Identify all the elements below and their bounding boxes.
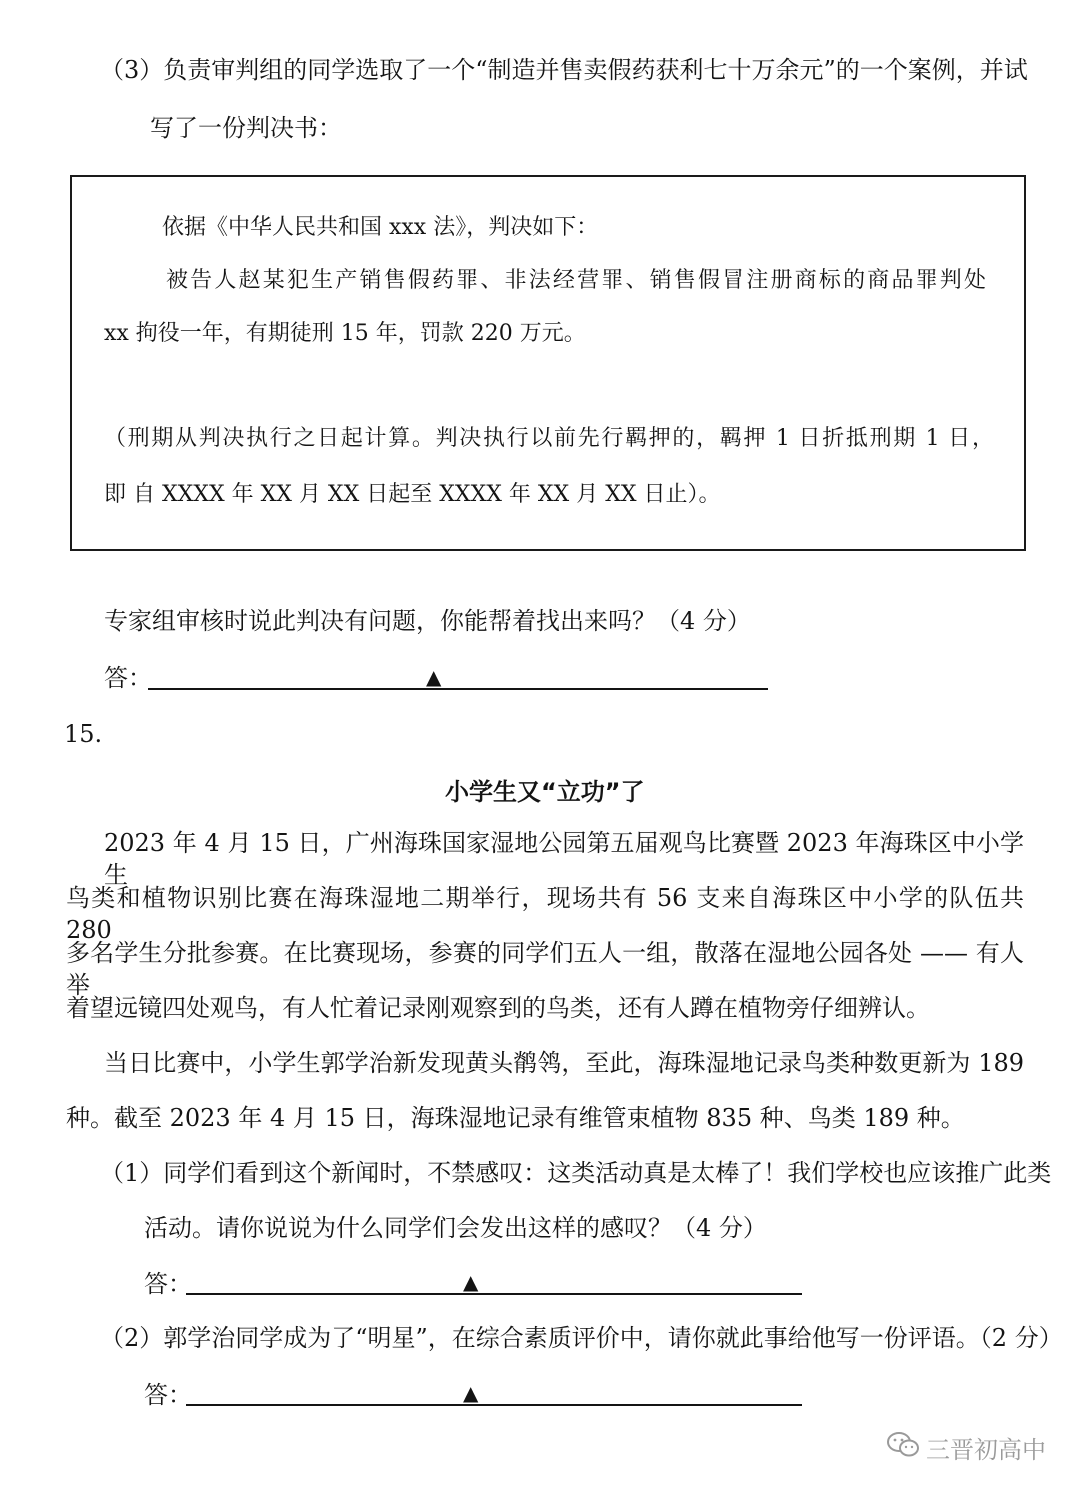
watermark	[886, 1430, 1046, 1465]
paragraph-line: 鸟类和植物识别比赛在海珠湿地二期举行，现场共有 56 支来自海珠区中小学的队伍共 280	[66, 884, 1024, 944]
question-number: 15.	[64, 720, 103, 748]
paragraph-line: 多名学生分批参赛。在比赛现场，参赛的同学们五人一组，散落在湿地公园各处 —— 有人举	[66, 939, 1024, 999]
verdict-line1: 被告人赵某犯生产销售假药罪、非法经营罪、销售假冒注册商标的商品罪判处	[166, 268, 986, 293]
watermark-text: 三晋初高中	[926, 1436, 1046, 1464]
answer-line[interactable]	[186, 1293, 802, 1295]
paragraph-line: 种。截至 2023 年 4 月 15 日，海珠湿地记录有维管束植物 835 种、鸟类 189 种。	[66, 1104, 965, 1132]
paragraph-line: 着望远镜四处观鸟，有人忙着记录刚观察到的鸟类，还有人蹲在植物旁仔细辨认。	[66, 994, 930, 1022]
answer-line[interactable]	[148, 688, 768, 690]
q14-3-line1: （3）负责审判组的同学选取了一个“制造并售卖假药获利七十万余元”的一个案例，并试	[100, 56, 1028, 84]
sub2-line1: （2）郭学治同学成为了“明星”，在综合素质评价中，请你就此事给他写一份评语。（2 分）	[100, 1324, 1063, 1352]
answer-marker: ▲	[426, 665, 442, 689]
answer-label: 答：	[144, 1381, 192, 1409]
answer-marker: ▲	[463, 1381, 479, 1405]
verdict-note2: 即 自 XXXX 年 XX 月 XX 日起至 XXXX 年 XX 月 XX 日止）。	[104, 482, 721, 507]
verdict-line2: xx 拘役一年，有期徒刑 15 年，罚款 220 万元。	[104, 321, 586, 346]
sub1-line1: （1）同学们看到这个新闻时，不禁感叹：这类活动真是太棒了！我们学校也应该推广此类	[100, 1159, 1052, 1187]
answer-line[interactable]	[186, 1404, 802, 1406]
expert-question: 专家组审核时说此判决有问题，你能帮着找出来吗？（4 分）	[104, 607, 751, 635]
answer-label: 答：	[144, 1270, 192, 1298]
paragraph-line: 当日比赛中，小学生郭学治新发现黄头鹡鸰，至此，海珠湿地记录鸟类种数更新为 189	[104, 1049, 1024, 1077]
sub1-line2: 活动。请你说说为什么同学们会发出这样的感叹？（4 分）	[144, 1214, 767, 1242]
verdict-note1: （刑期从判决执行之日起计算。判决执行以前先行羁押的，羁押 1 日折抵刑期 1 日，	[104, 426, 994, 451]
verdict-basis: 依据《中华人民共和国 xxx 法》，判决如下：	[162, 215, 599, 240]
paragraph-line: 2023 年 4 月 15 日，广州海珠国家湿地公园第五届观鸟比赛暨 2023 年海珠区中小学生	[104, 829, 1024, 889]
wechat-icon	[886, 1431, 920, 1465]
answer-marker: ▲	[463, 1270, 479, 1294]
answer-label: 答：	[104, 664, 152, 692]
article-title: 小学生又“立功”了	[445, 778, 645, 806]
q14-3-line2: 写了一份判决书：	[150, 114, 342, 142]
